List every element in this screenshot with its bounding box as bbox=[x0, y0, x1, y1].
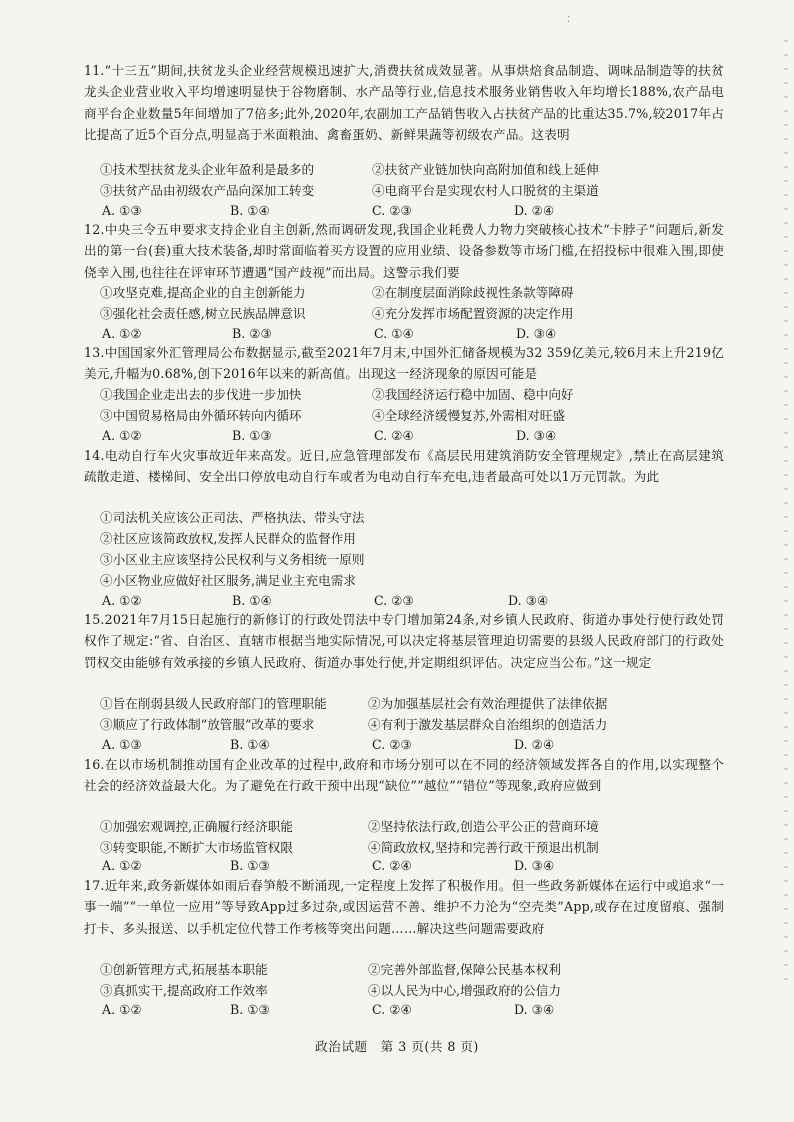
question-11-stem: 11.“十三五”期间,扶贫龙头企业经营规模迅速扩大,消费扶贫成效显著。从事烘焙食品制造、调味品制造等的扶贫龙头企业营业收入平均增速明显快于谷物磨制、水产品等行业,信息技术服务业销售收入年均增长188%,农产品电商平台企业数量5年间增加了7倍多;此外,2020年,农副加工产品销售收入占扶贫产品的比重达35.7%,较2017年占比提高了近5个百分点,明显高于米面粮油、禽畜蛋奶、新鲜果蔬等初级农产品。这表明 bbox=[84, 63, 724, 142]
question-15-option-2: ②为加强基层社会有效治理提供了法律依据 bbox=[368, 696, 608, 711]
question-11-option-4: ④电商平台是实现农村人口脱贫的主渠道 bbox=[372, 183, 599, 198]
question-17-answer-d[interactable]: D. ③④ bbox=[514, 1002, 555, 1017]
question-16-option-1: ①加强宏观调控,正确履行经济职能 bbox=[100, 819, 293, 834]
question-16-option-4: ④简政放权,坚持和完善行政干预退出机制 bbox=[368, 840, 599, 855]
question-15-stem: 15.2021年7月15日起施行的新修订的行政处罚法中专门增加第24条,对乡镇人民政府、街道办事处行使行政处罚权作了规定:“省、自治区、直辖市根据当地实际情况,可以决定将基层管理迫切需要的县级人民政府部门的行政处罚权交由能够有效承接的乡镇人民政府、街道办事处行使,并定期组织评估。决定应当公布。”这一规定 bbox=[84, 612, 724, 670]
question-17-answer-c[interactable]: C. ②④ bbox=[372, 1002, 412, 1017]
question-14-option-3-text: ③小区业主应该坚持公民权利与义务相统一原则 bbox=[100, 552, 365, 567]
question-16-option-3: ③转变职能,不断扩大市场监管权限 bbox=[100, 840, 293, 855]
binding-edge bbox=[784, 40, 788, 990]
question-12-answer-b[interactable]: B. ②③ bbox=[232, 326, 272, 341]
question-17-option-3: ③真抓实干,提高政府工作效率 bbox=[100, 983, 268, 998]
question-13-answer-d[interactable]: D. ③④ bbox=[516, 428, 557, 443]
question-12-option-1: ①攻坚克难,提高企业的自主创新能力 bbox=[100, 285, 306, 300]
question-13-answer-a[interactable]: A. ①② bbox=[102, 428, 142, 443]
question-12-option-4: ④充分发挥市场配置资源的决定作用 bbox=[372, 306, 574, 321]
question-11-answer-b[interactable]: B. ①④ bbox=[230, 203, 270, 218]
question-17-option-4: ④以人民为中心,增强政府的公信力 bbox=[368, 983, 561, 998]
question-14-option-2-text: ②社区应该简政放权,发挥人民群众的监督作用 bbox=[100, 531, 356, 546]
question-17-answer-a[interactable]: A. ①② bbox=[102, 1002, 142, 1017]
question-12-answer-d[interactable]: D. ③④ bbox=[516, 326, 557, 341]
question-15-option-1: ①旨在削弱县级人民政府部门的管理职能 bbox=[100, 696, 327, 711]
question-15-answer-a[interactable]: A. ①③ bbox=[102, 737, 142, 752]
question-17-option-2: ②完善外部监督,保障公民基本权利 bbox=[368, 962, 561, 977]
question-15-option-4: ④有利于激发基层群众自治组织的创造活力 bbox=[368, 717, 608, 732]
question-16-answer-c[interactable]: C. ②④ bbox=[372, 858, 412, 873]
question-11-option-1: ①技术型扶贫龙头企业年盈利是最多的 bbox=[100, 162, 315, 177]
question-12-option-3: ③强化社会责任感,树立民族品牌意识 bbox=[100, 306, 306, 321]
question-17-answer-b[interactable]: B. ①③ bbox=[230, 1002, 270, 1017]
question-13-stem: 13.中国国家外汇管理局公布数据显示,截至2021年7月末,中国外汇储备规模为32 359亿美元,较6月末上升219亿美元,升幅为0.68%,创下2016年以来的新高值。出现这一经济现象的原因可能是 bbox=[84, 345, 724, 382]
question-16-stem: 16.在以市场机制推动国有企业改革的过程中,政府和市场分别可以在不同的经济领域发挥各自的作用,以实现整个社会的经济效益最大化。为了避免在行政干预中出现“缺位”“越位”“错位”等现象,政府应做到 bbox=[84, 757, 724, 794]
question-11-answer-c[interactable]: C. ②③ bbox=[372, 203, 412, 218]
question-14-answer-c[interactable]: C. ②③ bbox=[374, 593, 414, 608]
question-16-answer-d[interactable]: D. ③④ bbox=[514, 858, 555, 873]
question-15-answer-c[interactable]: C. ②③ bbox=[372, 737, 412, 752]
question-12-option-2: ②在制度层面消除歧视性条款等障碍 bbox=[372, 285, 574, 300]
question-11-option-2: ②扶贫产业链加快向高附加值和线上延伸 bbox=[372, 162, 599, 177]
question-11-option-3: ③扶贫产品由初级农产品向深加工转变 bbox=[100, 183, 315, 198]
question-16-answer-b[interactable]: B. ①③ bbox=[230, 858, 270, 873]
question-11-answer-a[interactable]: A. ①③ bbox=[102, 203, 142, 218]
question-12-answer-a[interactable]: A. ①② bbox=[102, 326, 142, 341]
question-13-option-1: ①我国企业走出去的步伐进一步加快 bbox=[100, 387, 302, 402]
question-13-option-3: ③中国贸易格局由外循环转向内循环 bbox=[100, 408, 302, 423]
question-16-answer-a[interactable]: A. ①② bbox=[102, 858, 142, 873]
question-13-option-2: ②我国经济运行稳中加固、稳中向好 bbox=[372, 387, 574, 402]
question-13-answer-c[interactable]: C. ②④ bbox=[374, 428, 414, 443]
question-14-answer-b[interactable]: B. ①④ bbox=[232, 593, 272, 608]
question-15-option-3: ③顺应了行政体制“放管服”改革的要求 bbox=[100, 717, 315, 732]
question-17-stem: 17.近年来,政务新媒体如雨后春笋般不断涌现,一定程度上发挥了积极作用。但一些政务新媒体在运行中或追求“一事一端”“一单位一应用”等导致App过多过杂,或因运营不善、维护不力沦为“空壳类”App,或存在过度留痕、强制打卡、多头报送、以手机定位代替工作考核等突出问题……解决这些问题需要政府 bbox=[84, 878, 724, 936]
question-15-answer-d[interactable]: D. ②④ bbox=[514, 737, 555, 752]
question-12-answer-c[interactable]: C. ①④ bbox=[374, 326, 414, 341]
question-11-answer-d[interactable]: D. ②④ bbox=[514, 203, 555, 218]
question-13-answer-b[interactable]: B. ①③ bbox=[232, 428, 272, 443]
question-12-stem: 12.中央三令五申要求支持企业自主创新,然而调研发现,我国企业耗费人力物力突破核心技术“卡脖子”问题后,新发出的第一台(套)重大技术装备,却时常面临着买方设置的应用业绩、设备参数等市场门槛,在招投标中很难入围,即使侥幸入围,也往往在评审环节遭遇“国产歧视”而出局。这警示我们要 bbox=[84, 222, 724, 280]
question-14-option-1-text: ①司法机关应该公正司法、严格执法、带头守法 bbox=[100, 510, 365, 525]
question-14-answer-d[interactable]: D. ③④ bbox=[508, 593, 549, 608]
question-14-option-4-text: ④小区物业应做好社区服务,满足业主充电需求 bbox=[100, 573, 356, 588]
question-17-option-1: ①创新管理方式,拓展基本职能 bbox=[100, 962, 268, 977]
page-footer: 政治试题 第 3 页(共 8 页) bbox=[315, 1039, 479, 1054]
question-15-answer-b[interactable]: B. ①④ bbox=[230, 737, 270, 752]
question-13-option-4: ④全球经济缓慢复苏,外需相对旺盛 bbox=[372, 408, 565, 423]
question-14-stem: 14.电动自行车火灾事故近年来高发。近日,应急管理部发布《高层民用建筑消防安全管理规定》,禁止在高层建筑疏散走道、楼梯间、安全出口停放电动自行车或者为电动自行车充电,违者最高可处以1万元罚款。为此 bbox=[84, 448, 724, 485]
question-14-answer-a[interactable]: A. ①② bbox=[102, 593, 142, 608]
corner-mark: ： bbox=[566, 12, 577, 25]
question-16-option-2: ②坚持依法行政,创造公平公正的营商环境 bbox=[368, 819, 599, 834]
